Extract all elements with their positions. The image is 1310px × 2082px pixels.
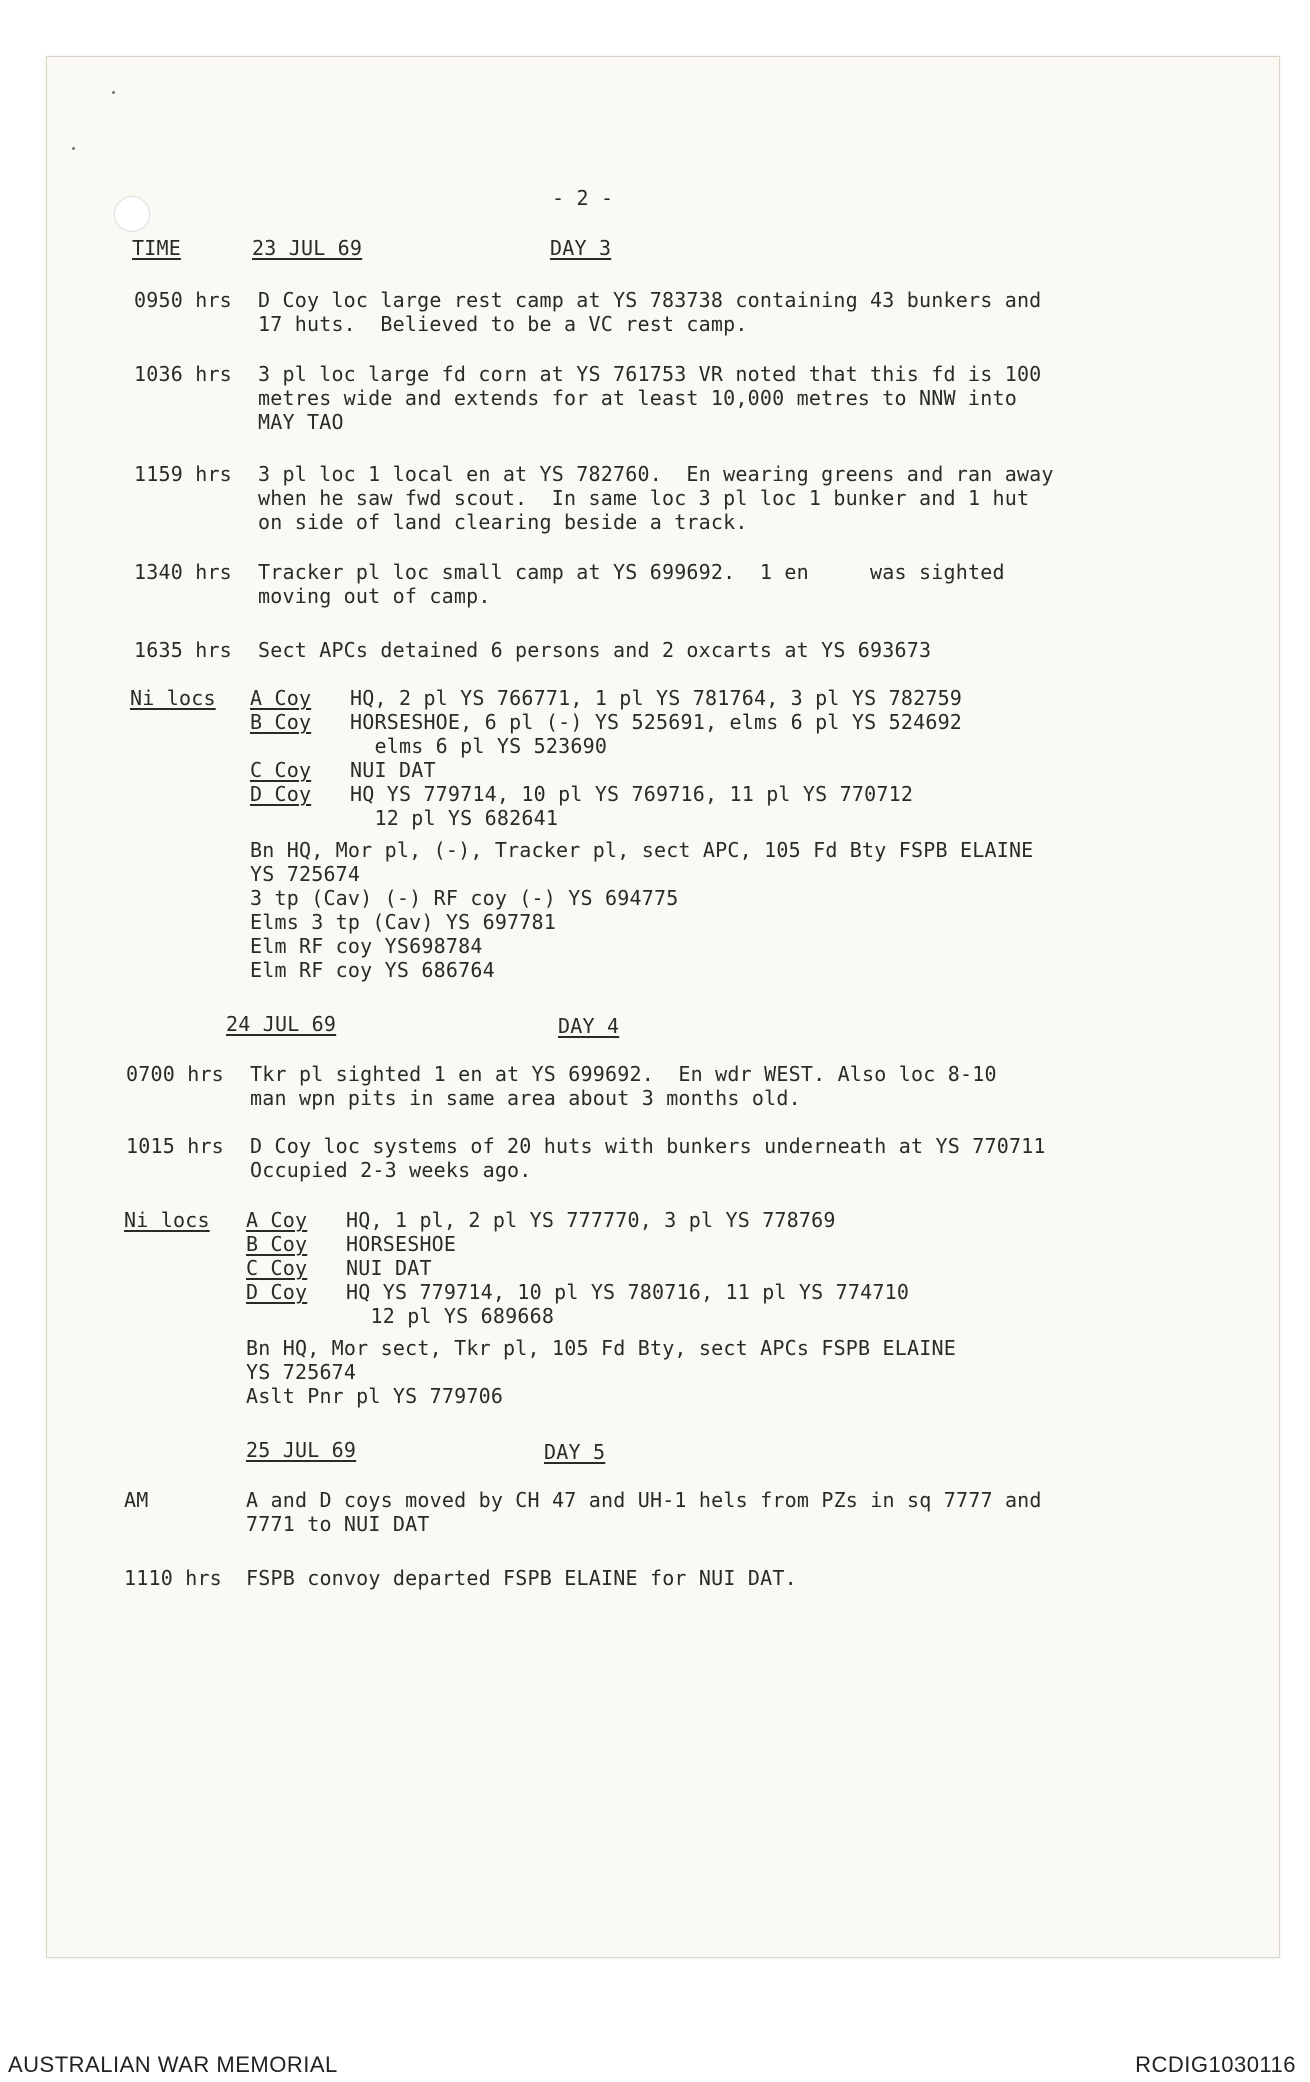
company-location-line: HQ, 2 pl YS 766771, 1 pl YS 781764, 3 pl YS 782759 xyxy=(350,686,963,710)
entry-text-line: FSPB convoy departed FSPB ELAINE for NUI DAT. xyxy=(246,1566,797,1590)
company-location-line: 12 pl YS 682641 xyxy=(350,806,559,830)
company-label: B Coy xyxy=(250,710,312,734)
company-location-line: 12 pl YS 689668 xyxy=(346,1304,555,1328)
unit-location-line: Elm RF coy YS 686764 xyxy=(250,958,495,982)
entry-time: 1110 hrs xyxy=(124,1566,222,1590)
paper-speck xyxy=(112,91,115,94)
entry-time: 0950 hrs xyxy=(134,288,232,312)
unit-location-line: Aslt Pnr pl YS 779706 xyxy=(246,1384,504,1408)
document-sheet xyxy=(46,56,1280,1958)
entry-text-line: Tkr pl sighted 1 en at YS 699692. En wdr WEST. Also loc 8-10 xyxy=(250,1062,997,1086)
company-label: D Coy xyxy=(246,1280,308,1304)
entry-text-line: Occupied 2-3 weeks ago. xyxy=(250,1158,532,1182)
day4-label: DAY 4 xyxy=(558,1014,620,1038)
company-location-line: HORSESHOE xyxy=(346,1232,457,1256)
entry-text-line: Sect APCs detained 6 persons and 2 oxcarts at YS 693673 xyxy=(258,638,932,662)
unit-location-line: Elm RF coy YS698784 xyxy=(250,934,483,958)
company-location-line: HQ, 1 pl, 2 pl YS 777770, 3 pl YS 778769 xyxy=(346,1208,836,1232)
ni-locs-label: Ni locs xyxy=(130,686,216,710)
company-label: D Coy xyxy=(250,782,312,806)
entry-text-line: on side of land clearing beside a track. xyxy=(258,510,748,534)
company-label: C Coy xyxy=(246,1256,308,1280)
footer-archive-name: AUSTRALIAN WAR MEMORIAL xyxy=(8,2052,338,2077)
entry-text-line: when he saw fwd scout. In same loc 3 pl loc 1 bunker and 1 hut xyxy=(258,486,1030,510)
day4-date: 24 JUL 69 xyxy=(226,1012,337,1036)
company-location-line: NUI DAT xyxy=(350,758,436,782)
entry-time: 1036 hrs xyxy=(134,362,232,386)
unit-location-line: Bn HQ, Mor sect, Tkr pl, 105 Fd Bty, sect APCs FSPB ELAINE xyxy=(246,1336,956,1360)
entry-text-line: MAY TAO xyxy=(258,410,344,434)
entry-time: 1635 hrs xyxy=(134,638,232,662)
entry-time: 1015 hrs xyxy=(126,1134,224,1158)
entry-text-line: D Coy loc systems of 20 huts with bunkers underneath at YS 770711 xyxy=(250,1134,1046,1158)
company-location-line: HQ YS 779714, 10 pl YS 780716, 11 pl YS 774710 xyxy=(346,1280,910,1304)
entry-text-line: A and D coys moved by CH 47 and UH-1 hels from PZs in sq 7777 and xyxy=(246,1488,1042,1512)
entry-text-line: 3 pl loc 1 local en at YS 782760. En wearing greens and ran away xyxy=(258,462,1054,486)
page-number: - 2 - xyxy=(552,186,614,210)
entry-time: 1340 hrs xyxy=(134,560,232,584)
entry-time: 1159 hrs xyxy=(134,462,232,486)
company-label: A Coy xyxy=(250,686,312,710)
day3-label: DAY 3 xyxy=(550,236,612,260)
entry-time: AM xyxy=(124,1488,149,1512)
company-location-line: HQ YS 779714, 10 pl YS 769716, 11 pl YS 770712 xyxy=(350,782,914,806)
entry-text-line: 7771 to NUI DAT xyxy=(246,1512,430,1536)
ni-locs-label: Ni locs xyxy=(124,1208,210,1232)
footer-document-id: RCDIG1030116 xyxy=(1135,2052,1296,2077)
entry-text-line: Tracker pl loc small camp at YS 699692. 1 en was sighted xyxy=(258,560,1005,584)
unit-location-line: Bn HQ, Mor pl, (-), Tracker pl, sect APC, 105 Fd Bty FSPB ELAINE xyxy=(250,838,1034,862)
company-location-line: HORSESHOE, 6 pl (-) YS 525691, elms 6 pl YS 524692 xyxy=(350,710,963,734)
company-label: A Coy xyxy=(246,1208,308,1232)
entry-text-line: metres wide and extends for at least 10,000 metres to NNW into xyxy=(258,386,1017,410)
day5-label: DAY 5 xyxy=(544,1440,606,1464)
entry-time: 0700 hrs xyxy=(126,1062,224,1086)
entry-text-line: D Coy loc large rest camp at YS 783738 containing 43 bunkers and xyxy=(258,288,1042,312)
paper-speck xyxy=(72,147,75,150)
entry-text-line: man wpn pits in same area about 3 months old. xyxy=(250,1086,801,1110)
unit-location-line: 3 tp (Cav) (-) RF coy (-) YS 694775 xyxy=(250,886,679,910)
entry-text-line: moving out of camp. xyxy=(258,584,491,608)
day5-date: 25 JUL 69 xyxy=(246,1438,357,1462)
entry-text-line: 3 pl loc large fd corn at YS 761753 VR noted that this fd is 100 xyxy=(258,362,1042,386)
company-location-line: NUI DAT xyxy=(346,1256,432,1280)
company-label: C Coy xyxy=(250,758,312,782)
day3-date: 23 JUL 69 xyxy=(252,236,363,260)
company-location-line: elms 6 pl YS 523690 xyxy=(350,734,608,758)
unit-location-line: YS 725674 xyxy=(246,1360,357,1384)
entry-text-line: 17 huts. Believed to be a VC rest camp. xyxy=(258,312,748,336)
company-label: B Coy xyxy=(246,1232,308,1256)
time-column-heading: TIME xyxy=(132,236,181,260)
unit-location-line: YS 725674 xyxy=(250,862,361,886)
punch-hole xyxy=(114,196,150,232)
unit-location-line: Elms 3 tp (Cav) YS 697781 xyxy=(250,910,557,934)
